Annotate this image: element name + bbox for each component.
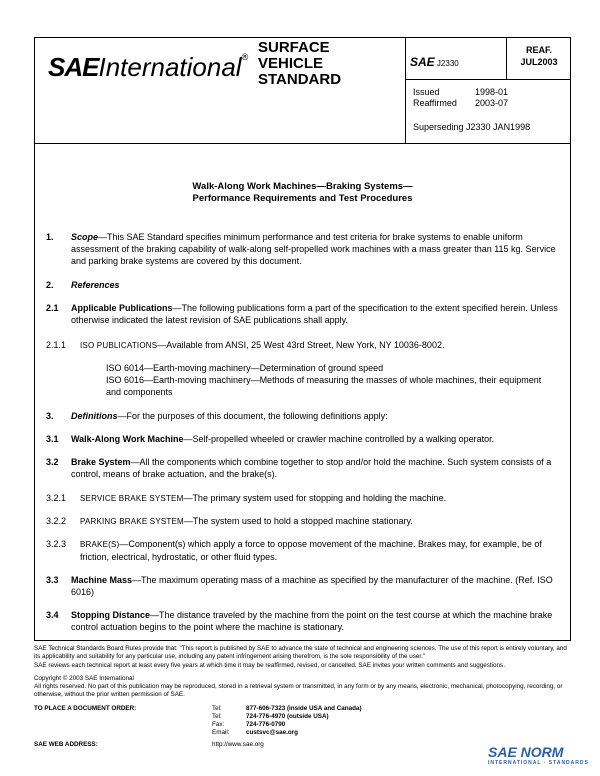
section-heading: SERVICE BRAKE SYSTEM bbox=[80, 494, 184, 503]
iso-list bbox=[106, 362, 558, 398]
section-number: 3.3 bbox=[46, 575, 59, 585]
section-walk-along-machine bbox=[46, 433, 558, 445]
email-address[interactable]: custsvc@sae.org bbox=[246, 729, 298, 736]
reaffirmed-label: Reaffirmed bbox=[413, 98, 457, 108]
section-machine-mass bbox=[46, 574, 558, 598]
watermark-text: SAE NORM bbox=[488, 744, 564, 760]
section-number: 3.2.2 bbox=[46, 516, 67, 526]
section-heading: Stopping Distance bbox=[71, 610, 151, 620]
section-heading: References bbox=[71, 280, 120, 290]
section-applicable-publications bbox=[46, 302, 558, 326]
section-heading: PARKING BRAKE SYSTEM bbox=[80, 517, 184, 526]
order-label: TO PLACE A DOCUMENT ORDER: bbox=[34, 705, 137, 712]
section-number: 3.1 bbox=[46, 434, 59, 444]
section-parking-brake bbox=[46, 515, 558, 528]
section-stopping-distance bbox=[46, 609, 558, 633]
header-divider bbox=[34, 143, 571, 144]
tel-label: Tel: bbox=[212, 705, 222, 712]
fax-number: 724-776-0790 bbox=[246, 721, 286, 728]
reaffirmed-row bbox=[413, 98, 509, 108]
logo-trademark: ® bbox=[241, 52, 249, 62]
standard-title-line: VEHICLE bbox=[258, 55, 324, 72]
section-brakes bbox=[46, 538, 558, 563]
section-number: 3. bbox=[46, 411, 54, 421]
fax-label: Fax: bbox=[212, 721, 225, 728]
iso-reference-item: ISO 6016—Earth-moving machinery—Methods of measuring the masses of whole machines, their equipment and components bbox=[106, 375, 542, 397]
header-vertical-rule bbox=[405, 37, 406, 143]
doc-sae-mark: SAE bbox=[410, 55, 435, 69]
standard-title-line: STANDARD bbox=[258, 71, 342, 88]
section-service-brake bbox=[46, 492, 558, 505]
document-title bbox=[34, 181, 571, 205]
footer-review: SAE reviews each technical report at least every five years at which time it may be reaffirmed, revised, or cancelled. SAE invites your written comments and suggestions. bbox=[34, 662, 505, 669]
standard-type-title bbox=[258, 40, 341, 88]
web-address-link[interactable]: http://www.sae.org bbox=[212, 741, 264, 748]
section-heading: BRAKE(S) bbox=[80, 540, 120, 549]
section-heading: ISO PUBLICATIONS bbox=[80, 341, 158, 350]
title-line-2: Performance Requirements and Test Procedures bbox=[192, 193, 413, 204]
tel-label: Tel: bbox=[212, 713, 222, 720]
section-text: —The following publications form a part of the specification to the extent specified herein. Unless otherwise indicated the latest revision of SAE publications shall apply. bbox=[71, 303, 558, 325]
section-text: —The primary system used for stopping and holding the machine. bbox=[183, 493, 447, 503]
section-text: —The distance traveled by the machine from the point on the test course at which the machine brake control actuation begins to the point where the machine is stationary. bbox=[71, 610, 553, 632]
footer-copyright: Copyright © 2003 SAE International bbox=[34, 675, 134, 682]
section-references bbox=[46, 279, 558, 291]
footer-rules: SAE Technical Standards Board Rules provide that: "This report is published by SAE to advance the state of technical and engineering sciences. The use of this report is entirely voluntary, and its applicability and suitability for any particular use, including any patent infringement arising therefrom, is the sole responsibility of the user." bbox=[34, 645, 567, 660]
section-text: —Self-propelled wheeled or crawler machine controlled by a walking operator. bbox=[183, 434, 495, 444]
section-text: —All the components which combine together to stop and/or hold the machine. Such system consists of a control, means of brake actuation, and the brake(s). bbox=[71, 457, 552, 479]
iso-reference-item: ISO 6014—Earth-moving machinery—Determination of ground speed bbox=[106, 363, 384, 373]
sae-norm-watermark-logo bbox=[488, 744, 589, 766]
section-iso-publications bbox=[46, 339, 558, 352]
section-text: —Component(s) which apply a force to oppose movement of the machine. Brakes may, for example, be of friction, electrical, hydrostatic, or other fluid types. bbox=[80, 539, 542, 562]
section-number: 2. bbox=[46, 280, 54, 290]
section-heading: Scope bbox=[71, 232, 99, 242]
sae-international-logo bbox=[48, 52, 248, 83]
section-number: 3.2.3 bbox=[46, 539, 67, 549]
email-label: Email: bbox=[212, 729, 230, 736]
issued-label: Issued bbox=[413, 87, 440, 97]
docno-divider bbox=[405, 79, 571, 80]
section-number: 2.1 bbox=[46, 303, 59, 313]
doc-number-text: J2330 bbox=[436, 59, 459, 68]
section-text: —Available from ANSI, 25 West 43rd Street, New York, NY 10036-8002. bbox=[157, 340, 445, 350]
issued-row bbox=[413, 87, 509, 97]
reaffirmed-value: 2003-07 bbox=[475, 98, 509, 108]
section-heading: Walk-Along Work Machine bbox=[71, 434, 184, 444]
section-text: —For the purposes of this document, the following definitions apply: bbox=[117, 411, 388, 421]
section-heading: Machine Mass bbox=[71, 575, 133, 585]
web-label: SAE WEB ADDRESS: bbox=[34, 741, 98, 748]
section-number: 1. bbox=[46, 232, 54, 242]
tel-outside-usa: 724-776-4970 (outside USA) bbox=[246, 713, 329, 720]
reaf-box bbox=[510, 44, 568, 68]
reaf-label: REAF. bbox=[525, 45, 552, 55]
logo-international-text: International bbox=[98, 52, 242, 82]
reaf-vertical-rule bbox=[506, 37, 507, 79]
section-number: 3.4 bbox=[46, 610, 59, 620]
section-number: 3.2.1 bbox=[46, 493, 67, 503]
standard-title-line: SURFACE bbox=[258, 39, 330, 56]
section-brake-system bbox=[46, 456, 558, 480]
section-text: —This SAE Standard specifies minimum performance and test criteria for brake systems to enable uniform assessment of the braking capability of walk-along self-propelled work machines with a mass greater than 115 kg. Service and parking brake systems are covered by this document. bbox=[71, 232, 556, 266]
watermark-subtext: INTERNATIONAL · STANDARDS bbox=[488, 760, 589, 766]
section-scope bbox=[46, 231, 558, 267]
tel-inside-usa: 877-606-7323 (inside USA and Canada) bbox=[246, 705, 362, 712]
section-heading: Definitions bbox=[71, 411, 118, 421]
issued-value: 1998-01 bbox=[475, 87, 509, 97]
section-heading: Applicable Publications bbox=[71, 303, 173, 313]
document-number bbox=[410, 55, 459, 69]
section-text: —The maximum operating mass of a machine as specified by the manufacturer of the machine. (Ref. ISO 6016) bbox=[71, 575, 553, 597]
superseding-note: Superseding J2330 JAN1998 bbox=[413, 122, 531, 132]
section-heading: Brake System bbox=[71, 457, 131, 467]
title-line-1: Walk-Along Work Machines—Braking Systems— bbox=[192, 181, 413, 192]
section-definitions bbox=[46, 410, 558, 422]
footer-rights: All rights reserved. No part of this publication may be reproduced, stored in a retrieval system or transmitted, in any form or by any means, electronic, mechanical, photocopying, recording, or otherwise, without the prior written permission of SAE. bbox=[34, 683, 563, 698]
logo-sae-text: SAE bbox=[48, 52, 99, 82]
reaf-date: JUL2003 bbox=[520, 57, 558, 67]
section-number: 3.2 bbox=[46, 457, 59, 467]
section-text: —The system used to hold a stopped machine stationary. bbox=[183, 516, 413, 526]
section-number: 2.1.1 bbox=[46, 340, 67, 350]
